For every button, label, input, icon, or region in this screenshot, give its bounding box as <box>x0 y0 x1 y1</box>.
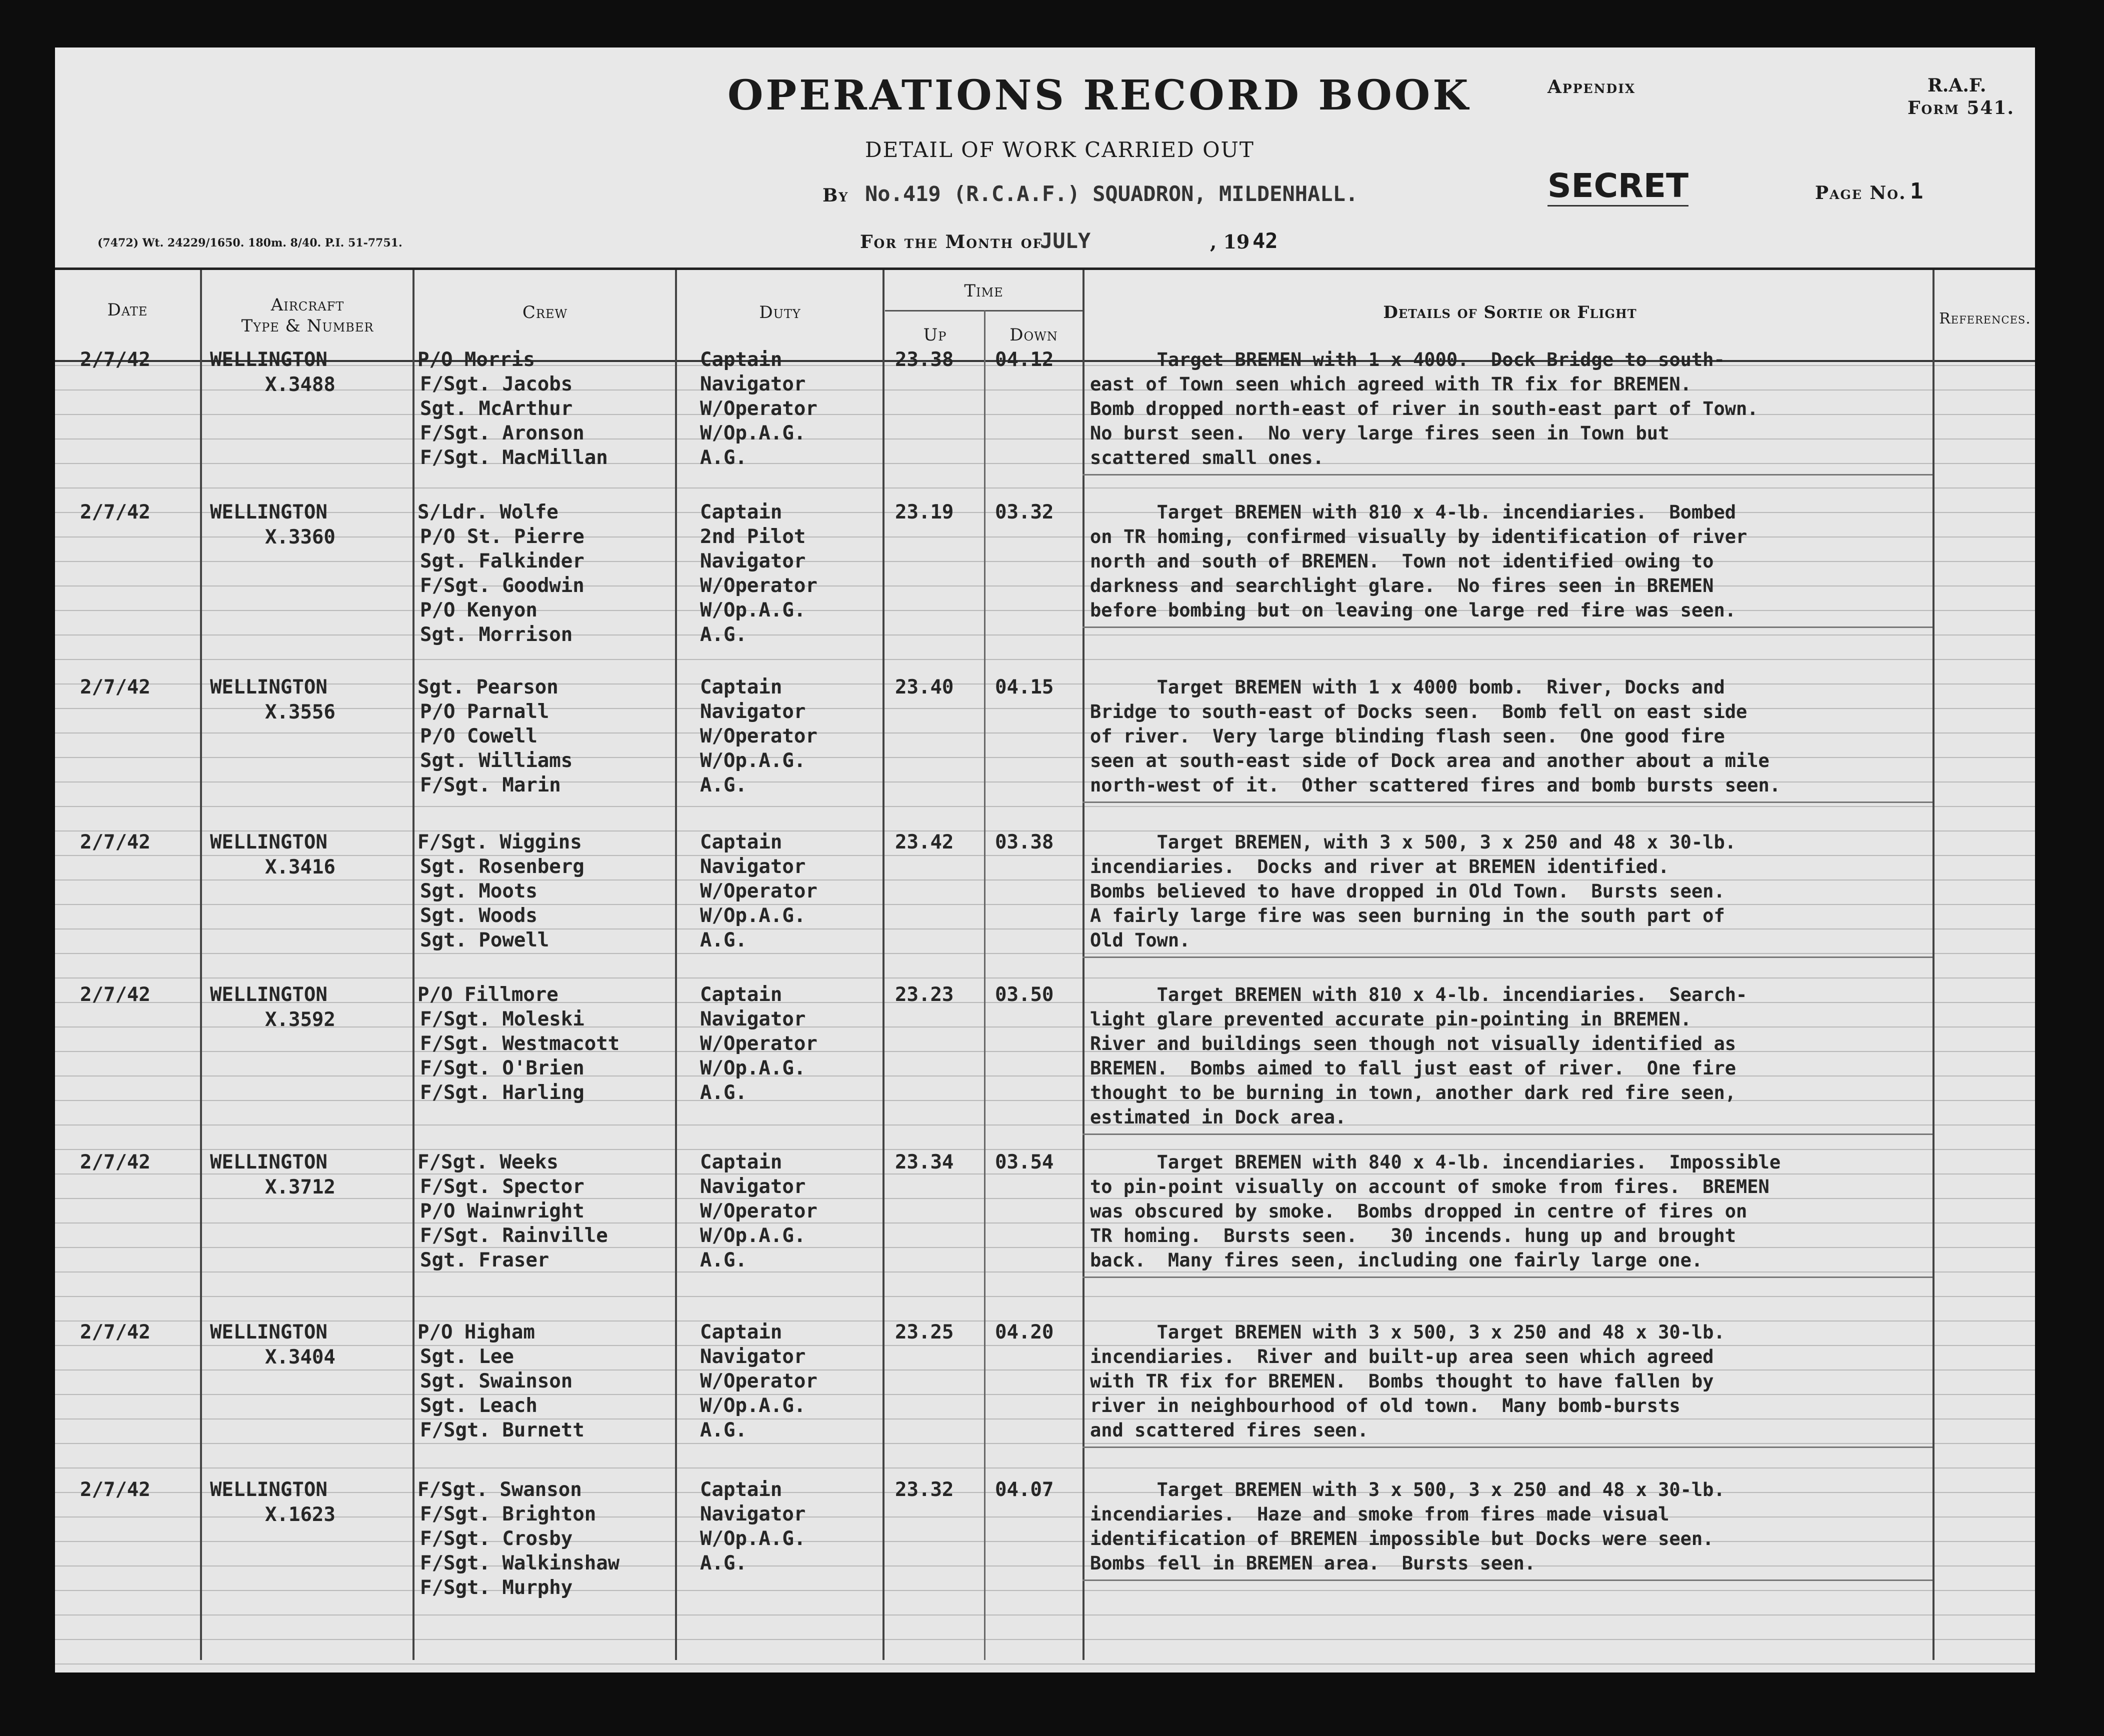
crew-member: Sgt. Leach <box>420 1394 538 1417</box>
sortie-date: 2/7/42 <box>80 348 150 371</box>
aircraft-type: WELLINGTON <box>210 1478 328 1501</box>
sortie-detail-line: River and buildings seen though not visually identified as <box>1090 1033 1736 1054</box>
crew-duty: A.G. <box>700 1419 747 1442</box>
sortie-detail-line: Target BREMEN with 840 x 4-lb. incendiaries. Impossible <box>1090 1152 1781 1173</box>
crew-member: F/Sgt. Spector <box>420 1176 584 1198</box>
crew-duty: Captain <box>700 984 782 1006</box>
sortie-date: 2/7/42 <box>80 831 150 854</box>
crew-duty: W/Op.A.G. <box>700 750 806 772</box>
crew-duty: W/Operator <box>700 880 818 902</box>
form-ref: R.A.F. <box>1928 75 1986 96</box>
sortie-detail-line: seen at south-east side of Dock area and another about a mile <box>1090 750 1770 772</box>
sortie-detail-line: Bombs believed to have dropped in Old Town. Bursts seen. <box>1090 880 1725 902</box>
crew-member: Sgt. Swainson <box>420 1370 573 1392</box>
sortie-detail-line: TR homing. Bursts seen. 30 incends. hung up and brought <box>1090 1225 1736 1246</box>
sortie-detail-line: identification of BREMEN impossible but Docks were seen. <box>1090 1528 1714 1550</box>
sortie-detail-line: scattered small ones. <box>1090 447 1324 468</box>
sortie-detail-line: north and south of BREMEN. Town not identified owing to <box>1090 550 1714 572</box>
sortie-detail-line: incendiaries. Docks and river at BREMEN identified. <box>1090 856 1670 878</box>
row-separator <box>1082 626 1932 628</box>
crew-duty: 2nd Pilot <box>700 526 806 548</box>
crew-member: F/Sgt. Jacobs <box>420 373 573 396</box>
crew-member: F/Sgt. Crosby <box>420 1528 573 1550</box>
crew-duty: Captain <box>700 1478 782 1501</box>
crew-member: F/Sgt. Marin <box>420 774 561 796</box>
sortie-detail-line: A fairly large fire was seen burning in the south part of <box>1090 905 1725 926</box>
row-separator <box>1082 1446 1932 1448</box>
time-up: 23.34 <box>895 1151 954 1174</box>
aircraft-type: WELLINGTON <box>210 1151 328 1174</box>
sortie-detail-line: incendiaries. Haze and smoke from fires made visual <box>1090 1504 1670 1525</box>
time-up: 23.19 <box>895 501 954 524</box>
crew-member: F/Sgt. Wiggins <box>418 831 582 854</box>
sortie-detail-line: Target BREMEN with 810 x 4-lb. incendiaries. Search- <box>1090 984 1748 1006</box>
sortie-detail-line: before bombing but on leaving one large red fire was seen. <box>1090 600 1736 621</box>
crew-duty: W/Op.A.G. <box>700 1224 806 1247</box>
col-crew: Crew <box>522 302 568 322</box>
time-down: 04.07 <box>995 1478 1054 1501</box>
crew-duty: A.G. <box>700 774 747 796</box>
crew-member: F/Sgt. Westmacott <box>420 1032 620 1055</box>
crew-duty: Captain <box>700 1151 782 1174</box>
crew-duty: Captain <box>700 831 782 854</box>
col-rule <box>675 270 677 1660</box>
appendix-label: Appendix <box>1548 76 1636 98</box>
crew-duty: Navigator <box>700 700 806 723</box>
sortie-date: 2/7/42 <box>80 1478 150 1501</box>
crew-duty: Captain <box>700 501 782 524</box>
crew-duty: W/Operator <box>700 1370 818 1392</box>
sortie-detail-line: river in neighbourhood of old town. Many bomb-bursts <box>1090 1395 1680 1416</box>
aircraft-type: WELLINGTON <box>210 984 328 1006</box>
time-down: 04.20 <box>995 1321 1054 1344</box>
crew-member: F/Sgt. Swanson <box>418 1478 582 1501</box>
time-up: 23.32 <box>895 1478 954 1501</box>
time-down: 03.38 <box>995 831 1054 854</box>
aircraft-number: X.3360 <box>265 526 336 548</box>
time-down: 03.50 <box>995 984 1054 1006</box>
sortie-detail-line: on TR homing, confirmed visually by identification of river <box>1090 526 1748 548</box>
sortie-detail-line: incendiaries. River and built-up area seen which agreed <box>1090 1346 1714 1368</box>
crew-member: F/Sgt. Murphy <box>420 1576 573 1599</box>
col-rule <box>1082 270 1084 1660</box>
row-separator <box>1082 1134 1932 1135</box>
time-up: 23.42 <box>895 831 954 854</box>
crew-duty: W/Op.A.G. <box>700 422 806 444</box>
crew-duty: A.G. <box>700 1082 747 1104</box>
time-down: 04.15 <box>995 676 1054 698</box>
sortie-detail-line: BREMEN. Bombs aimed to fall just east of river. One fire <box>1090 1058 1736 1079</box>
sortie-detail-line: darkness and searchlight glare. No fires seen in BREMEN <box>1090 575 1714 596</box>
crew-duty: Captain <box>700 1321 782 1344</box>
sortie-detail-line: back. Many fires seen, including one fairly large one. <box>1090 1250 1703 1271</box>
col-rule <box>200 270 202 1660</box>
crew-member: F/Sgt. Rainville <box>420 1224 608 1247</box>
crew-duty: A.G. <box>700 446 747 469</box>
crew-duty: W/Operator <box>700 574 818 597</box>
sortie-detail-line: Bridge to south-east of Docks seen. Bomb fell on east side <box>1090 701 1748 722</box>
sortie-date: 2/7/42 <box>80 676 150 698</box>
crew-member: F/Sgt. Aronson <box>420 422 584 444</box>
aircraft-type: WELLINGTON <box>210 1321 328 1344</box>
crew-duty: Navigator <box>700 856 806 878</box>
time-up: 23.38 <box>895 348 954 371</box>
crew-member: P/O St. Pierre <box>420 526 584 548</box>
page-label: Page No. <box>1815 182 1906 204</box>
crew-member: Sgt. Moots <box>420 880 538 902</box>
month-value: JULY <box>1040 228 1091 253</box>
crew-member: F/Sgt. O'Brien <box>420 1057 584 1080</box>
crew-member: P/O Morris <box>418 348 535 371</box>
by-label: By <box>822 185 849 206</box>
row-separator <box>1082 474 1932 476</box>
col-aircraft-l2: Type & Number <box>241 316 374 336</box>
crew-member: P/O Parnall <box>420 700 550 723</box>
col-rule <box>412 270 414 1660</box>
page-number: 1 <box>1910 178 1924 204</box>
crew-duty: Navigator <box>700 1176 806 1198</box>
col-rule <box>984 310 986 1660</box>
aircraft-type: WELLINGTON <box>210 676 328 698</box>
crew-member: P/O Fillmore <box>418 984 558 1006</box>
secret-text: SECRET <box>1548 166 1688 206</box>
row-separator <box>1082 956 1932 958</box>
sortie-detail-line: with TR fix for BREMEN. Bombs thought to have fallen by <box>1090 1370 1714 1392</box>
crew-member: F/Sgt. Walkinshaw <box>420 1552 620 1574</box>
crew-duty: W/Operator <box>700 1032 818 1055</box>
crew-member: Sgt. Pearson <box>418 676 558 698</box>
sortie-detail-line: No burst seen. No very large fires seen in Town but <box>1090 422 1670 444</box>
col-rule <box>1932 270 1934 1660</box>
col-date: Date <box>107 300 148 320</box>
crew-duty: W/Operator <box>700 398 818 420</box>
row-separator <box>1082 802 1932 803</box>
crew-member: F/Sgt. MacMillan <box>420 446 608 469</box>
crew-member: Sgt. Rosenberg <box>420 856 584 878</box>
crew-member: F/Sgt. Burnett <box>420 1419 584 1442</box>
sortie-detail-line: Target BREMEN with 3 x 500, 3 x 250 and 48 x 30-lb. <box>1090 1479 1725 1500</box>
crew-member: Sgt. Powell <box>420 929 550 952</box>
sortie-date: 2/7/42 <box>80 984 150 1006</box>
time-up: 23.40 <box>895 676 954 698</box>
form-subtitle: DETAIL OF WORK CARRIED OUT <box>865 138 1254 162</box>
sortie-detail-line: north-west of it. Other scattered fires and bomb bursts seen. <box>1090 774 1781 796</box>
crew-member: F/Sgt. Weeks <box>418 1151 558 1174</box>
sortie-date: 2/7/42 <box>80 501 150 524</box>
aircraft-number: X.3488 <box>265 374 336 396</box>
time-down: 03.54 <box>995 1151 1054 1174</box>
crew-member: P/O Kenyon <box>420 599 538 622</box>
crew-duty: W/Op.A.G. <box>700 599 806 622</box>
col-down: Down <box>1010 325 1058 345</box>
record-sheet <box>55 48 2035 1672</box>
aircraft-number: X.1623 <box>265 1504 336 1526</box>
crew-duty: W/Op.A.G. <box>700 1394 806 1417</box>
row-separator <box>1082 1276 1932 1278</box>
crew-duty: A.G. <box>700 1552 747 1574</box>
col-time: Time <box>964 281 1004 301</box>
row-separator <box>1082 1580 1932 1581</box>
crew-member: Sgt. Williams <box>420 750 573 772</box>
column-header <box>55 270 2035 360</box>
col-details: Details of Sortie or Flight <box>1383 302 1637 322</box>
aircraft-number: X.3404 <box>265 1346 336 1368</box>
sortie-detail-line: Bomb dropped north-east of river in south-east part of Town. <box>1090 398 1758 420</box>
sortie-detail-line: Target BREMEN with 1 x 4000 bomb. River, Docks and <box>1090 676 1725 698</box>
sortie-detail-line: Bombs fell in BREMEN area. Bursts seen. <box>1090 1552 1536 1574</box>
crew-member: Sgt. McArthur <box>420 398 573 420</box>
col-rule <box>882 270 884 1660</box>
col-up: Up <box>923 325 947 345</box>
col-aircraft-l1: Aircraft <box>270 295 344 315</box>
crew-member: P/O Wainwright <box>420 1200 584 1222</box>
squadron-unit: No.419 (R.C.A.F.) SQUADRON, MILDENHALL. <box>865 182 1358 206</box>
aircraft-type: WELLINGTON <box>210 831 328 854</box>
sortie-detail-line: was obscured by smoke. Bombs dropped in centre of fires on <box>1090 1200 1748 1222</box>
sortie-detail-line: Old Town. <box>1090 930 1190 951</box>
year-suffix: 42 <box>1252 228 1278 253</box>
crew-duty: Navigator <box>700 373 806 396</box>
crew-duty: W/Operator <box>700 725 818 748</box>
sortie-detail-line: Target BREMEN with 810 x 4-lb. incendiaries. Bombed <box>1090 502 1736 523</box>
sortie-detail-line: Target BREMEN with 3 x 500, 3 x 250 and 48 x 30-lb. <box>1090 1322 1725 1343</box>
crew-duty: Navigator <box>700 1346 806 1368</box>
crew-member: S/Ldr. Wolfe <box>418 501 558 524</box>
aircraft-type: WELLINGTON <box>210 348 328 371</box>
print-code: (7472) Wt. 24229/1650. 180m. 8/40. P.I. 51-7751. <box>98 236 402 250</box>
crew-duty: Captain <box>700 348 782 371</box>
form-number: Form 541. <box>1908 98 2014 118</box>
time-down: 04.12 <box>995 348 1054 371</box>
crew-duty: A.G. <box>700 624 747 646</box>
sortie-detail-line: to pin-point visually on account of smoke from fires. BREMEN <box>1090 1176 1770 1198</box>
secret-stamp <box>1548 166 1688 206</box>
time-up: 23.25 <box>895 1321 954 1344</box>
crew-member: F/Sgt. Goodwin <box>420 574 584 597</box>
sortie-date: 2/7/42 <box>80 1151 150 1174</box>
crew-duty: W/Op.A.G. <box>700 1057 806 1080</box>
crew-duty: A.G. <box>700 929 747 952</box>
sortie-detail-line: of river. Very large blinding flash seen. One good fire <box>1090 726 1725 747</box>
year-prefix: , 19 <box>1210 230 1250 253</box>
time-up: 23.23 <box>895 984 954 1006</box>
crew-duty: Captain <box>700 676 782 698</box>
col-references: References. <box>1939 310 2031 328</box>
form-title: OPERATIONS RECORD BOOK <box>728 72 1471 120</box>
crew-duty: A.G. <box>700 1249 747 1272</box>
sortie-date: 2/7/42 <box>80 1321 150 1344</box>
sortie-detail-line: Target BREMEN with 1 x 4000. Dock Bridge to south- <box>1090 349 1725 370</box>
crew-member: P/O Higham <box>418 1321 535 1344</box>
aircraft-number: X.3712 <box>265 1176 336 1198</box>
month-label: For the Month of <box>860 232 1043 252</box>
sortie-detail-line: estimated in Dock area. <box>1090 1106 1346 1128</box>
crew-duty: Navigator <box>700 550 806 572</box>
aircraft-number: X.3416 <box>265 856 336 878</box>
crew-member: F/Sgt. Brighton <box>420 1503 596 1526</box>
sortie-detail-line: light glare prevented accurate pin-pointing in BREMEN. <box>1090 1008 1692 1030</box>
crew-duty: W/Op.A.G. <box>700 904 806 927</box>
crew-member: Sgt. Fraser <box>420 1249 550 1272</box>
crew-member: Sgt. Morrison <box>420 624 573 646</box>
sortie-detail-line: thought to be burning in town, another dark red fire seen, <box>1090 1082 1736 1104</box>
crew-duty: Navigator <box>700 1503 806 1526</box>
sortie-detail-line: and scattered fires seen. <box>1090 1420 1368 1441</box>
crew-member: Sgt. Lee <box>420 1346 514 1368</box>
sortie-detail-line: east of Town seen which agreed with TR fix for BREMEN. <box>1090 374 1692 395</box>
form-header <box>55 48 2035 282</box>
crew-duty: W/Operator <box>700 1200 818 1222</box>
crew-member: Sgt. Woods <box>420 904 538 927</box>
crew-member: Sgt. Falkinder <box>420 550 584 572</box>
crew-duty: Navigator <box>700 1008 806 1030</box>
aircraft-number: X.3556 <box>265 701 336 724</box>
aircraft-number: X.3592 <box>265 1008 336 1031</box>
sortie-detail-line: Target BREMEN, with 3 x 500, 3 x 250 and 48 x 30-lb. <box>1090 832 1736 853</box>
crew-member: F/Sgt. Moleski <box>420 1008 584 1030</box>
crew-member: F/Sgt. Harling <box>420 1082 584 1104</box>
crew-duty: W/Op.A.G. <box>700 1528 806 1550</box>
time-down: 03.32 <box>995 501 1054 524</box>
col-duty: Duty <box>759 302 801 322</box>
aircraft-type: WELLINGTON <box>210 501 328 524</box>
crew-member: P/O Cowell <box>420 725 538 748</box>
